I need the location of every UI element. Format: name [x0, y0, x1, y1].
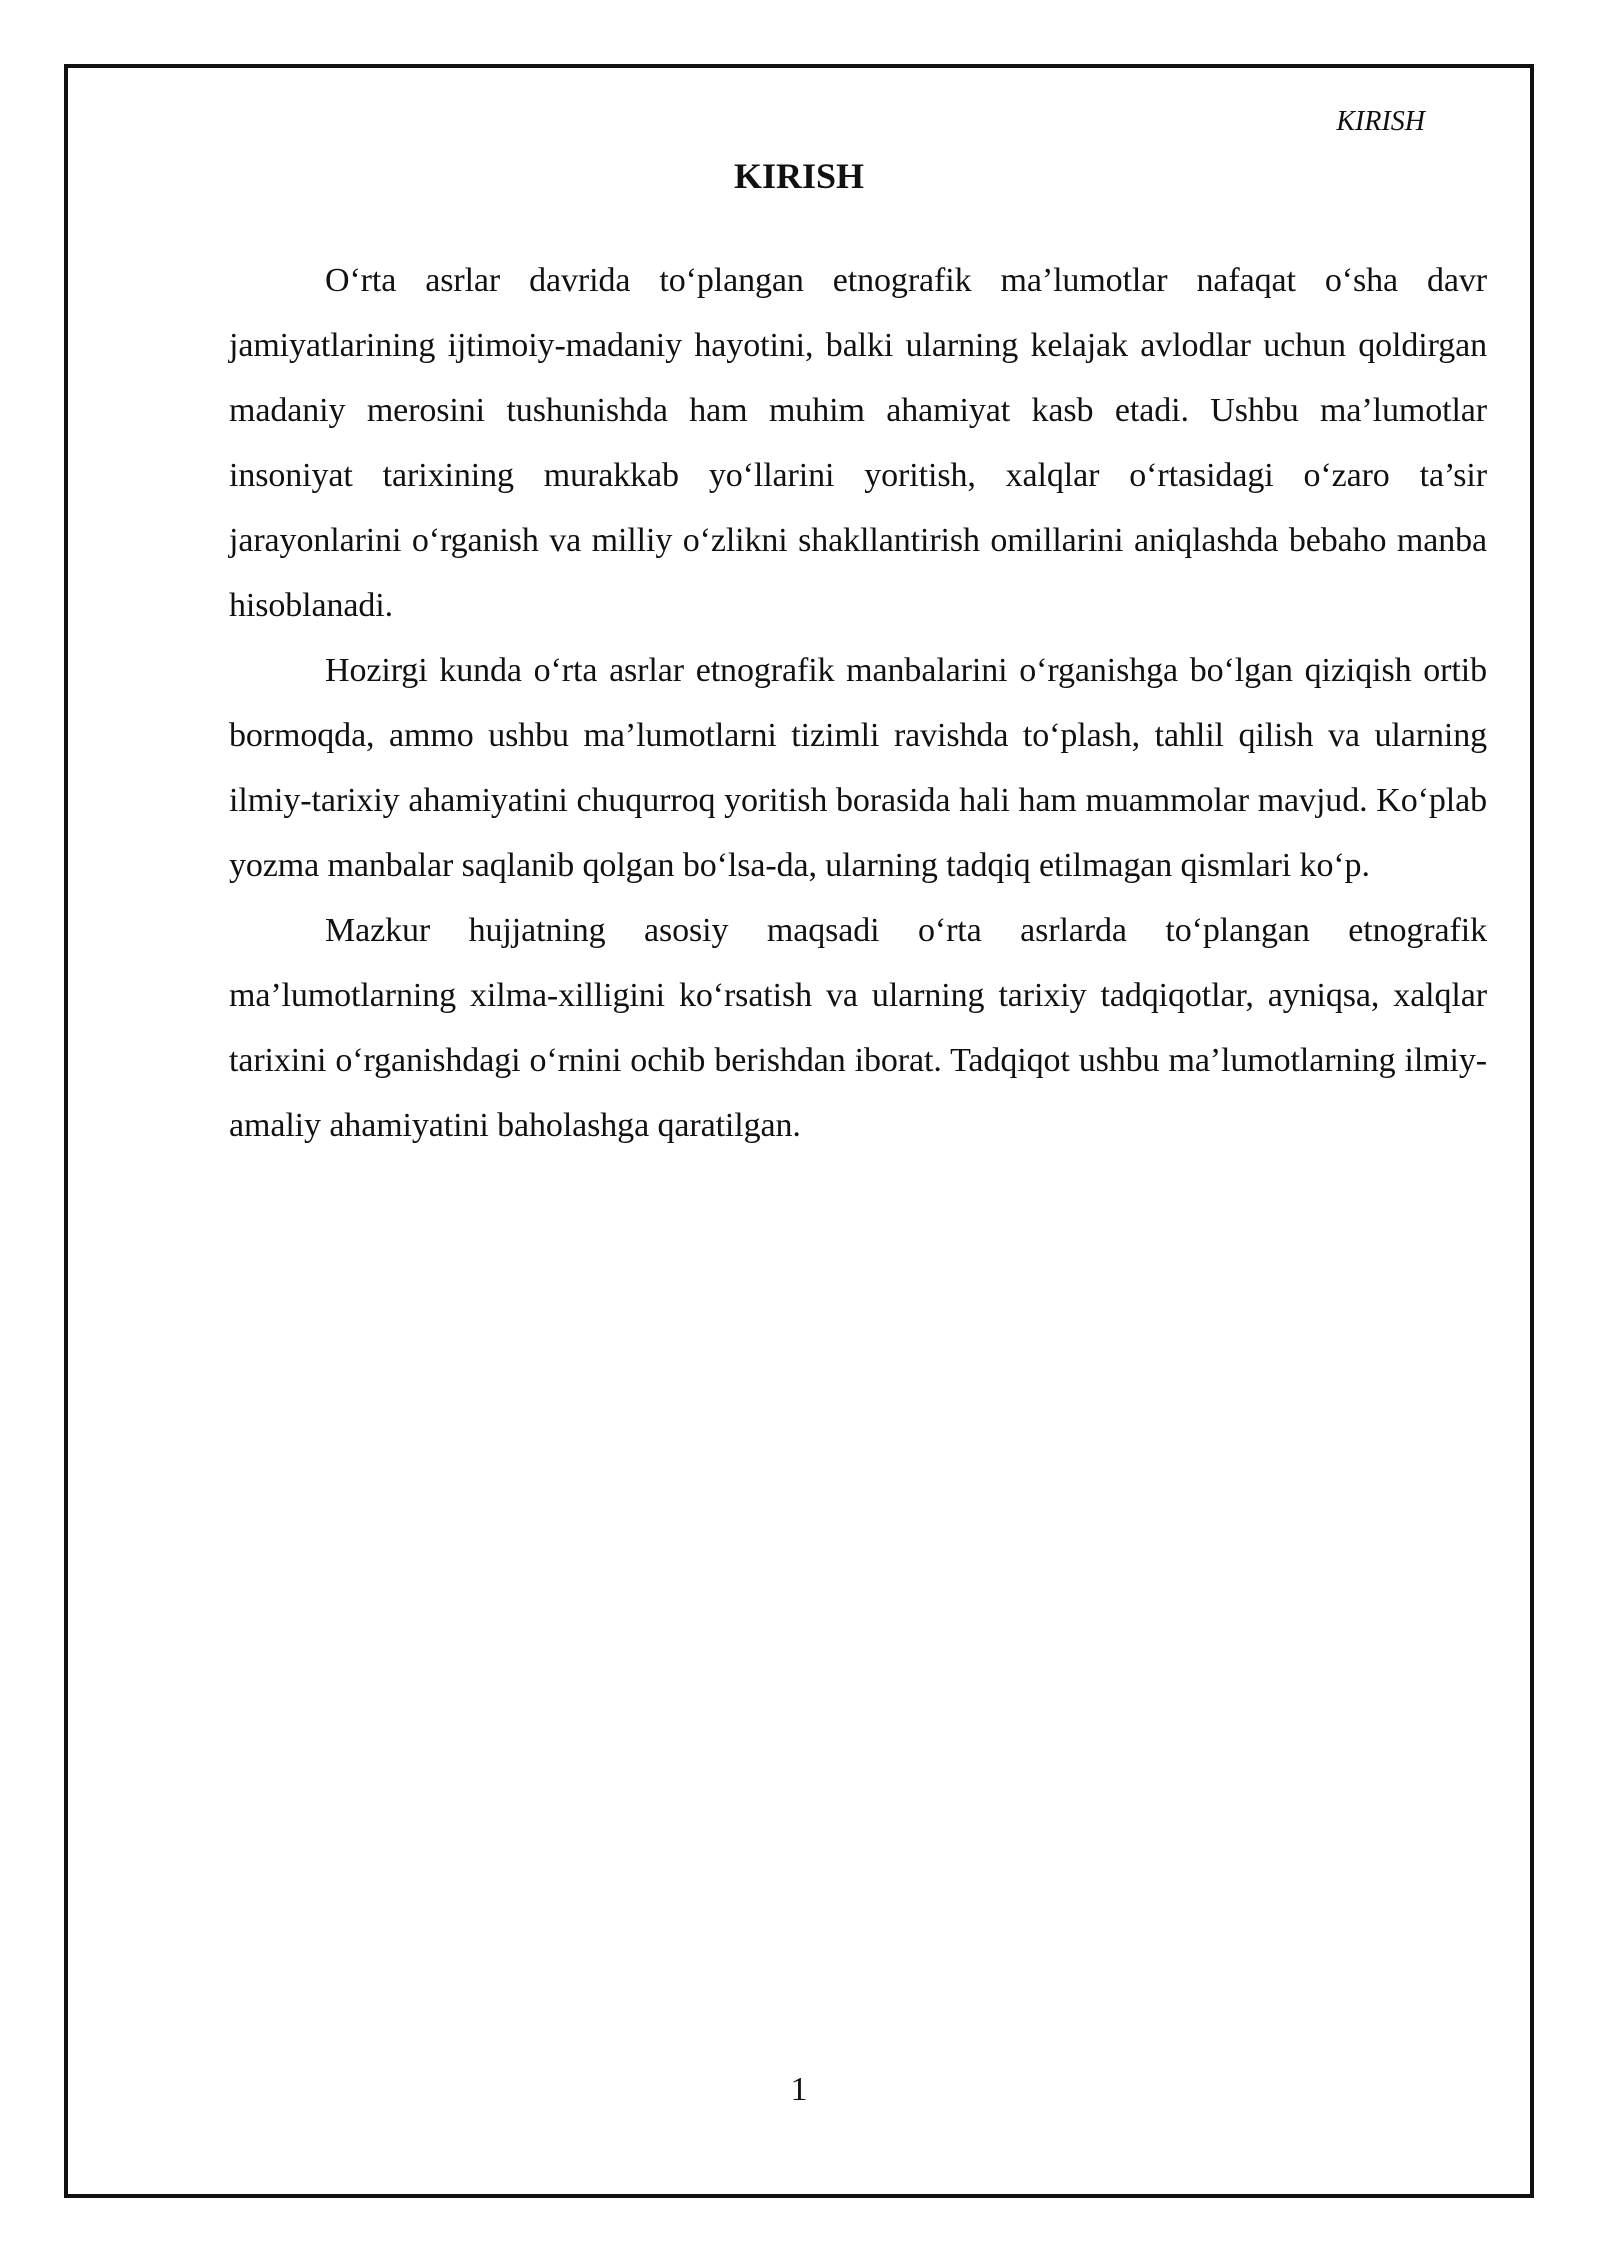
page-border [64, 64, 1534, 2198]
running-header: KIRISH [1336, 106, 1425, 137]
page-number: 1 [790, 2071, 808, 2108]
paragraph-3: Mazkur hujjatning asosiy maqsadi o‘rta asrlarda to‘plangan etnografik ma’lumotlarning xilma-xilligini ko‘rsatish va ularning tarixiy tadqiqotlar, ayniqsa, xalqlar tarixini o‘rganishdagi o‘rnini ochib berishdan iborat. Tadqiqot ushbu ma’lumotlarning ilmiy-amaliy ahamiyatini baholashga qaratilgan. [229, 912, 1487, 1144]
page-title: KIRISH [733, 156, 865, 196]
body-text [229, 248, 1487, 1158]
paragraph-2: Hozirgi kunda o‘rta asrlar etnografik manbalarini o‘rganishga bo‘lgan qiziqish ortib bormoqda, ammo ushbu ma’lumotlarni tizimli ravishda to‘plash, tahlil qilish va ularning ilmiy-tarixiy ahamiyatini chuqurroq yoritish borasida hali ham muammolar mavjud. Ko‘plab yozma manbalar saqlanib qolgan bo‘lsa-da, ularning tadqiq etilmagan qismlari ko‘p. [229, 652, 1487, 884]
paragraph-1: O‘rta asrlar davrida to‘plangan etnografik ma’lumotlar nafaqat o‘sha davr jamiyatlarining ijtimoiy-madaniy hayotini, balki ularning kelajak avlodlar uchun qoldirgan madaniy merosini tushunishda ham muhim ahamiyat kasb etadi. Ushbu ma’lumotlar insoniyat tarixining murakkab yo‘llarini yoritish, xalqlar o‘rtasidagi o‘zaro ta’sir jarayonlarini o‘rganish va milliy o‘zlikni shakllantirish omillarini aniqlashda bebaho manba hisoblanadi. [229, 262, 1487, 624]
